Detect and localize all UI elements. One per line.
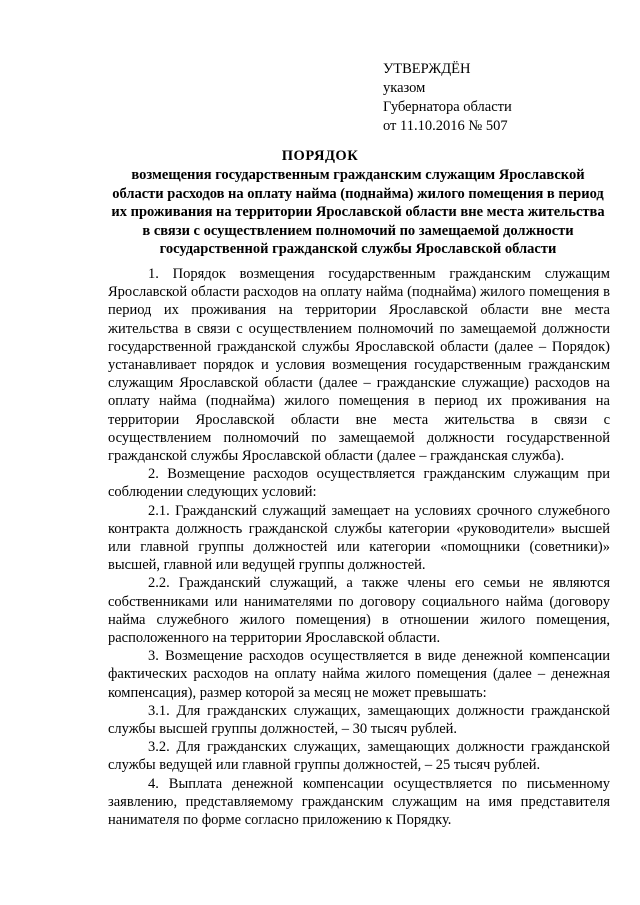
approval-status: УТВЕРЖДЁН xyxy=(383,61,471,77)
document-subtitle: возмещения государственным гражданским служащим Ярославской области расходов на оплату найма (поднайма) жилого помещения в период их проживания на территории Ярославской области вне места жительства в связи с осуществлением полномочий по замещаемой должности государственной гражданской службы Ярославской области xyxy=(111,167,605,257)
document-title: ПОРЯДОК xyxy=(281,148,359,164)
approval-act-type: указом xyxy=(383,80,426,96)
paragraph-3-1: 3.1. Для гражданских служащих, замещающих должности гражданской службы высшей группы должностей, – 30 тысяч рублей. xyxy=(108,702,610,738)
approval-block xyxy=(383,60,512,136)
paragraph-3: 3. Возмещение расходов осуществляется в виде денежной компенсации фактических расходов на оплату найма жилого помещения (далее – денежная компенсация), размер которой за месяц не может превышать: xyxy=(108,648,610,701)
paragraph-2: 2. Возмещение расходов осуществляется гражданским служащим при соблюдении следующих условий: xyxy=(108,466,610,501)
paragraph-2-1: 2.1. Гражданский служащий замещает на условиях срочного служебного контракта должность гражданской службы категории «руководители» высшей или главной группы должностей или категории «помощники (советники)» высшей, главной или ведущей группы должностей. xyxy=(108,502,610,574)
document-body xyxy=(108,265,610,829)
approval-date-number: от 11.10.2016 № 507 xyxy=(383,118,508,134)
paragraph-3-2: 3.2. Для гражданских служащих, замещающих должности гражданской службы ведущей или главной группы должностей, – 25 тысяч рублей. xyxy=(108,739,610,774)
paragraph-4: 4. Выплата денежной компенсации осуществляется по письменному заявлению, представляемому гражданским служащим на имя представителя нанимателя по форме согласно приложению к Порядку. xyxy=(108,775,610,829)
paragraph-2-2: 2.2. Гражданский служащий, а также члены его семьи не являются собственниками или нанимателями по договору социального найма (договору найма служебного жилого помещения) в отношении жилого помещения, расположенного на территории Ярославской области. xyxy=(108,575,610,647)
approval-authority: Губернатора области xyxy=(383,99,512,115)
paragraph-1: 1. Порядок возмещения государственным гражданским служащим Ярославской области расходов на оплату найма (поднайма) жилого помещения в период их проживания на территории Ярославской области вне места жительства в связи с осуществлением полномочий по замещаемой должности государственной гражданской службы Ярославской области (далее – Порядок) устанавливает порядок и условия возмещения государственным гражданским служащим Ярославской области (далее – гражданские служащие) расходов на оплату найма (поднайма) жилого помещения в период их проживания на территории Ярославской области вне места жительства в связи с осуществлением полномочий по замещаемой должности государственной гражданской службы Ярославской области (далее – гражданская служба). xyxy=(108,266,610,465)
